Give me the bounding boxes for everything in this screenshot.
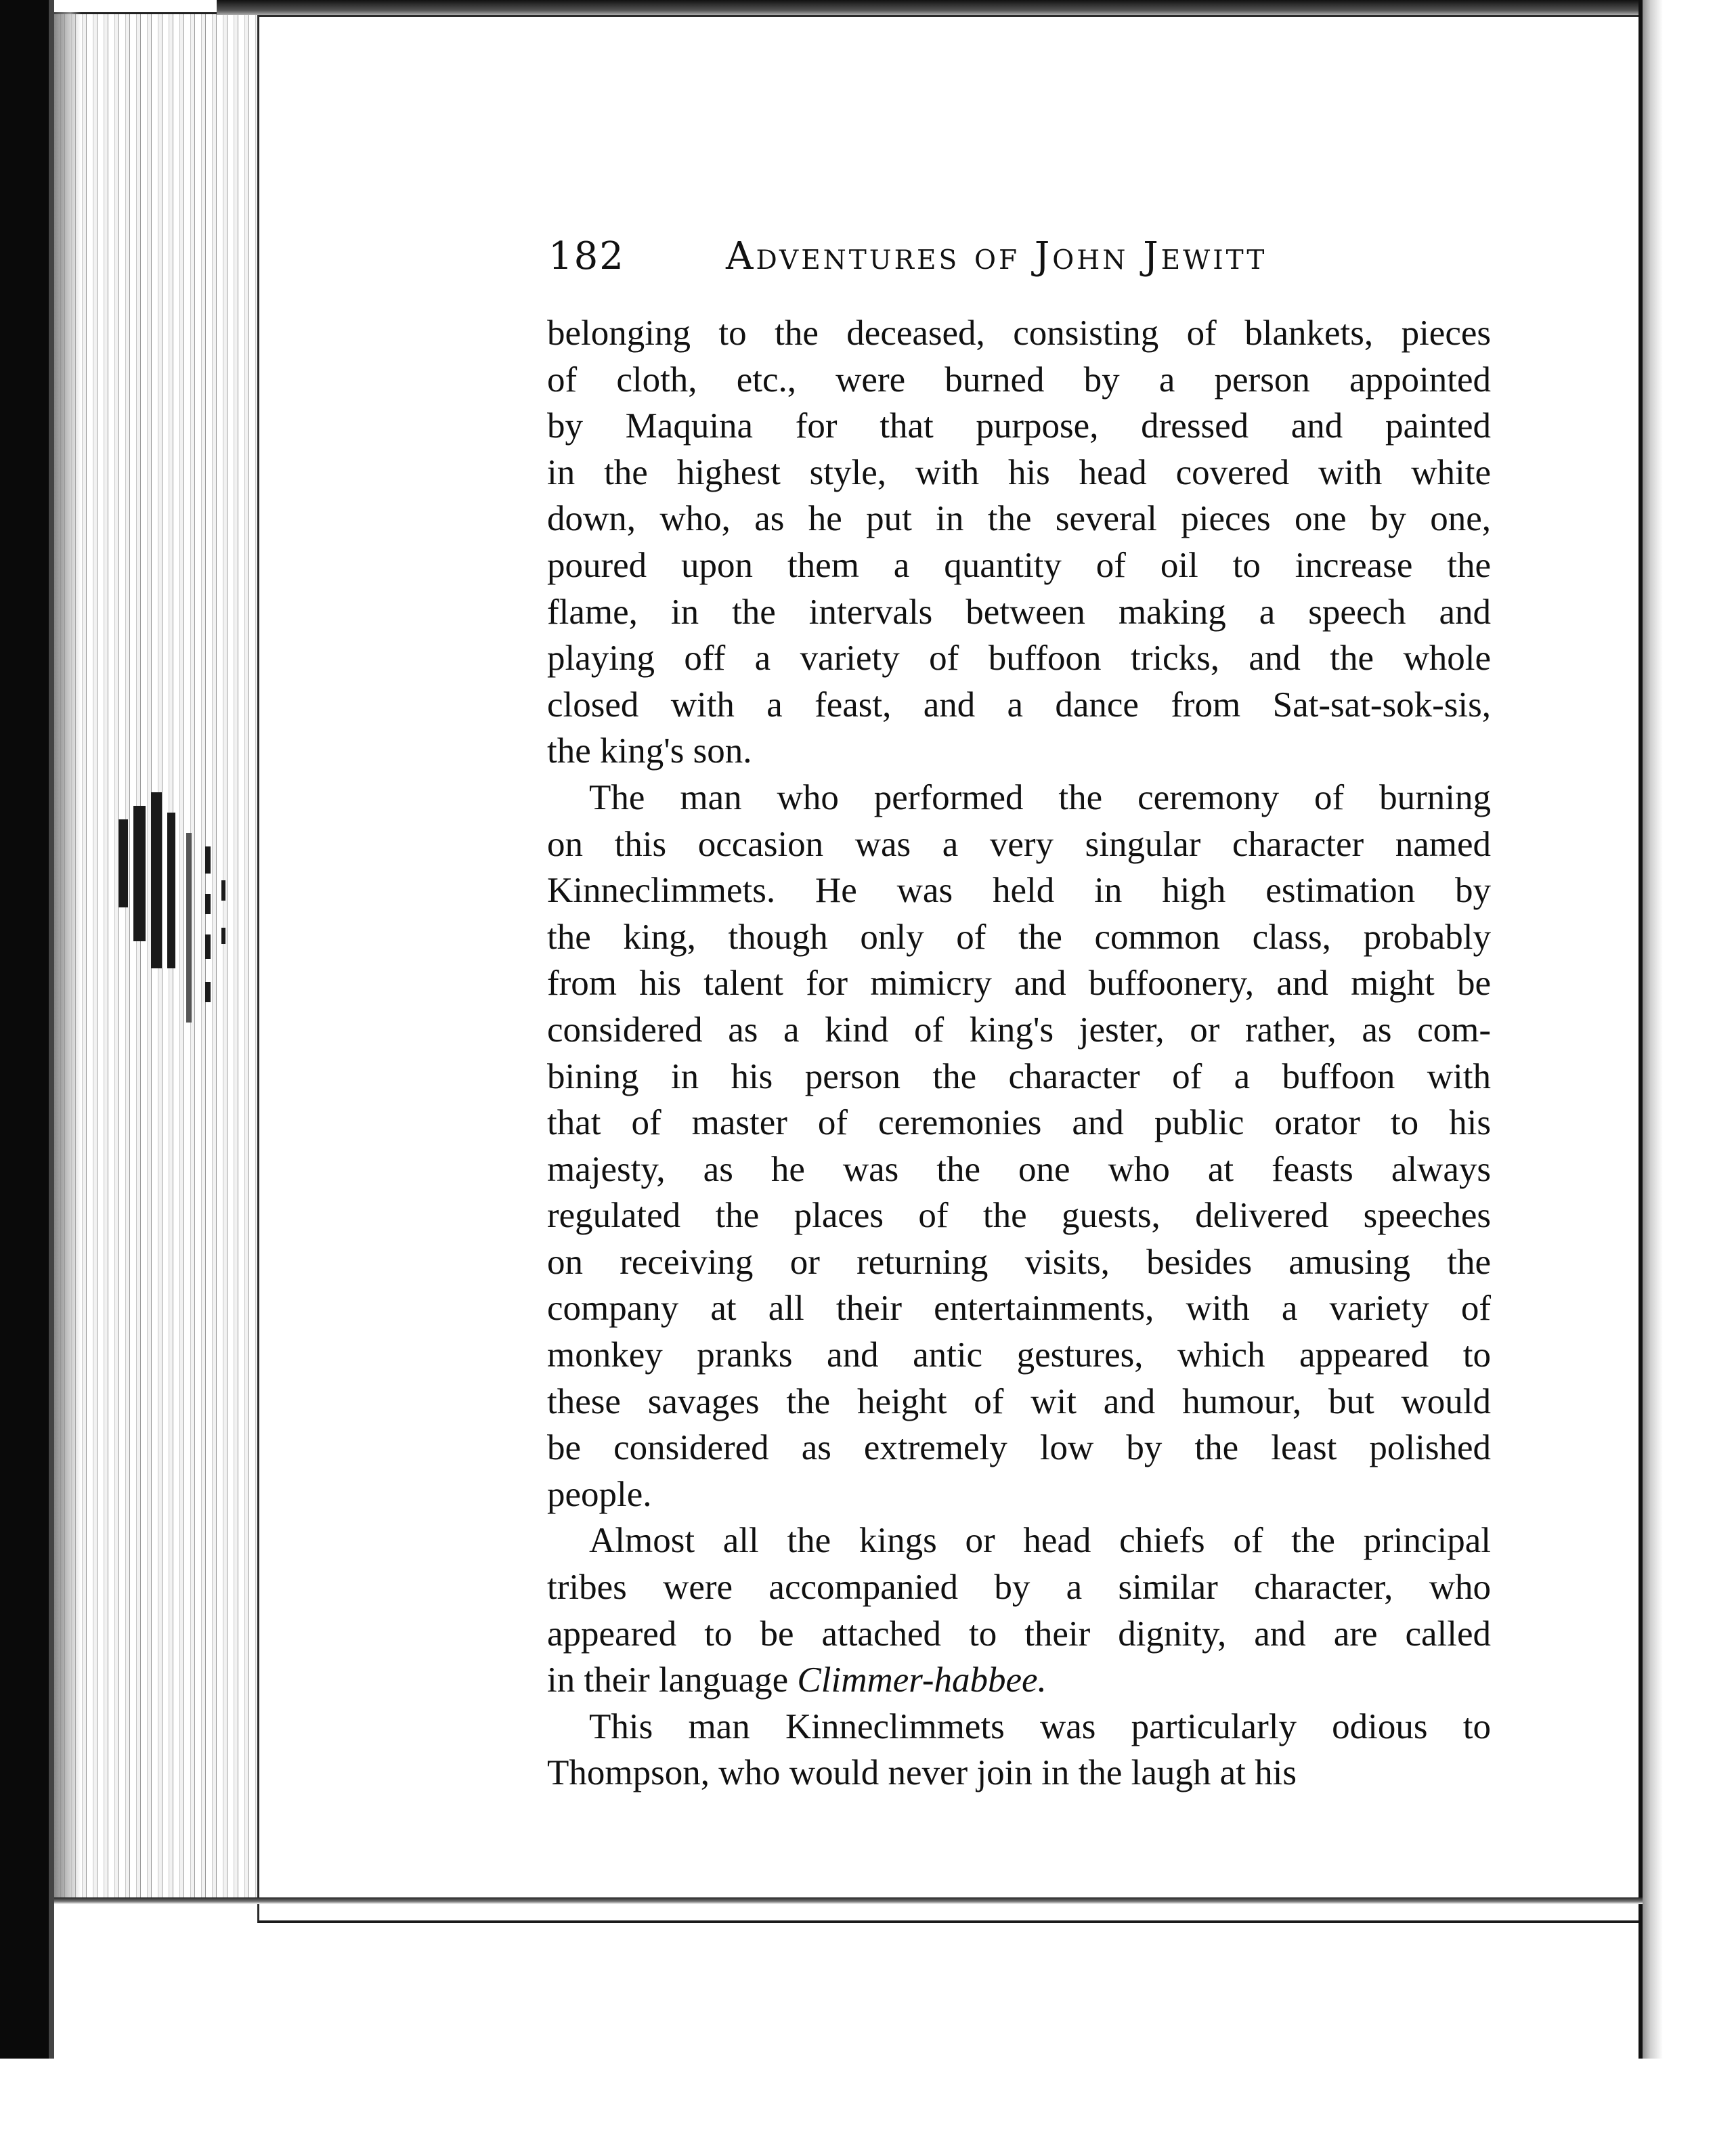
text-line: flame, in the intervals between making a speech and (547, 592, 1491, 632)
running-head (548, 229, 1523, 290)
paragraph (547, 1518, 1491, 1703)
scan-border-left (0, 0, 54, 2129)
text-line: in the highest style, with his head covered with white (547, 452, 1491, 492)
text-line: by Maquina for that purpose, dressed and painted (547, 406, 1491, 446)
text-line: down, who, as he put in the several pieces one by one, (547, 499, 1491, 539)
text-line: The man who performed the ceremony of burning (589, 777, 1491, 817)
text-line: on receiving or returning visits, besides amusing the (547, 1242, 1491, 1282)
scan-border-top (217, 0, 1645, 15)
text-line: the king's son. (547, 731, 752, 771)
text-line: tribes were accompanied by a similar character, who (547, 1568, 1491, 1608)
body-text (547, 310, 1491, 1797)
text-line: appeared to be attached to their dignity, and are called (547, 1614, 1491, 1654)
text-line: monkey pranks and antic gestures, which appeared to (547, 1335, 1491, 1375)
paragraph (547, 1704, 1491, 1797)
text-line: playing off a variety of buffoon tricks, and the whole (547, 639, 1491, 679)
gutter-ink-bleed (118, 792, 234, 1050)
scan-margin-bottom (0, 2059, 1736, 2129)
scan-border-bottom (54, 1897, 1643, 1904)
running-title: Adventures of John Jewitt (726, 234, 1267, 278)
text-line: closed with a feast, and a dance from Sat-sat-sok-sis, (547, 685, 1491, 725)
text-line: company at all their entertainments, with a variety of (547, 1289, 1491, 1329)
page-edge-shadow-right (1643, 0, 1663, 2059)
text-line: belonging to the deceased, consisting of blankets, pieces (547, 314, 1491, 353)
text-line: considered as a kind of king's jester, or rather, as com- (547, 1010, 1491, 1050)
text-line: of cloth, etc., were burned by a person appointed (547, 360, 1491, 400)
text-line: This man Kinneclimmets was particularly odious to (589, 1706, 1491, 1746)
text-line: bining in his person the character of a buffoon with (547, 1056, 1491, 1096)
text-line: Thompson, who would never join in the laugh at his (547, 1753, 1297, 1793)
text-line: that of master of ceremonies and public orator to his (547, 1103, 1491, 1143)
text-line: regulated the places of the guests, delivered speeches (547, 1196, 1491, 1236)
text-line: from his talent for mimicry and buffoonery, and might be (547, 964, 1491, 1004)
text-line: people. (547, 1474, 652, 1514)
text-line: on this occasion was a very singular character named (547, 824, 1491, 864)
text-line: in their language Climmer-habbee. (547, 1660, 1047, 1700)
text-line: poured upon them a quantity of oil to increase the (547, 545, 1491, 585)
text-line: majesty, as he was the one who at feasts always (547, 1149, 1491, 1189)
text-line: Almost all the kings or head chiefs of the principal (589, 1521, 1491, 1561)
italic-term: Climmer-habbee. (797, 1660, 1047, 1700)
paragraph (547, 310, 1491, 775)
page-number: 182 (548, 234, 625, 278)
paragraph (547, 775, 1491, 1518)
text-line: Kinneclimmets. He was held in high estimation by (547, 871, 1491, 911)
text-line: be considered as extremely low by the least polished (547, 1428, 1491, 1468)
text-line: the king, though only of the common class, probably (547, 917, 1491, 957)
gutter-shadow (54, 12, 81, 1901)
text-line: these savages the height of wit and humour, but would (547, 1381, 1491, 1421)
